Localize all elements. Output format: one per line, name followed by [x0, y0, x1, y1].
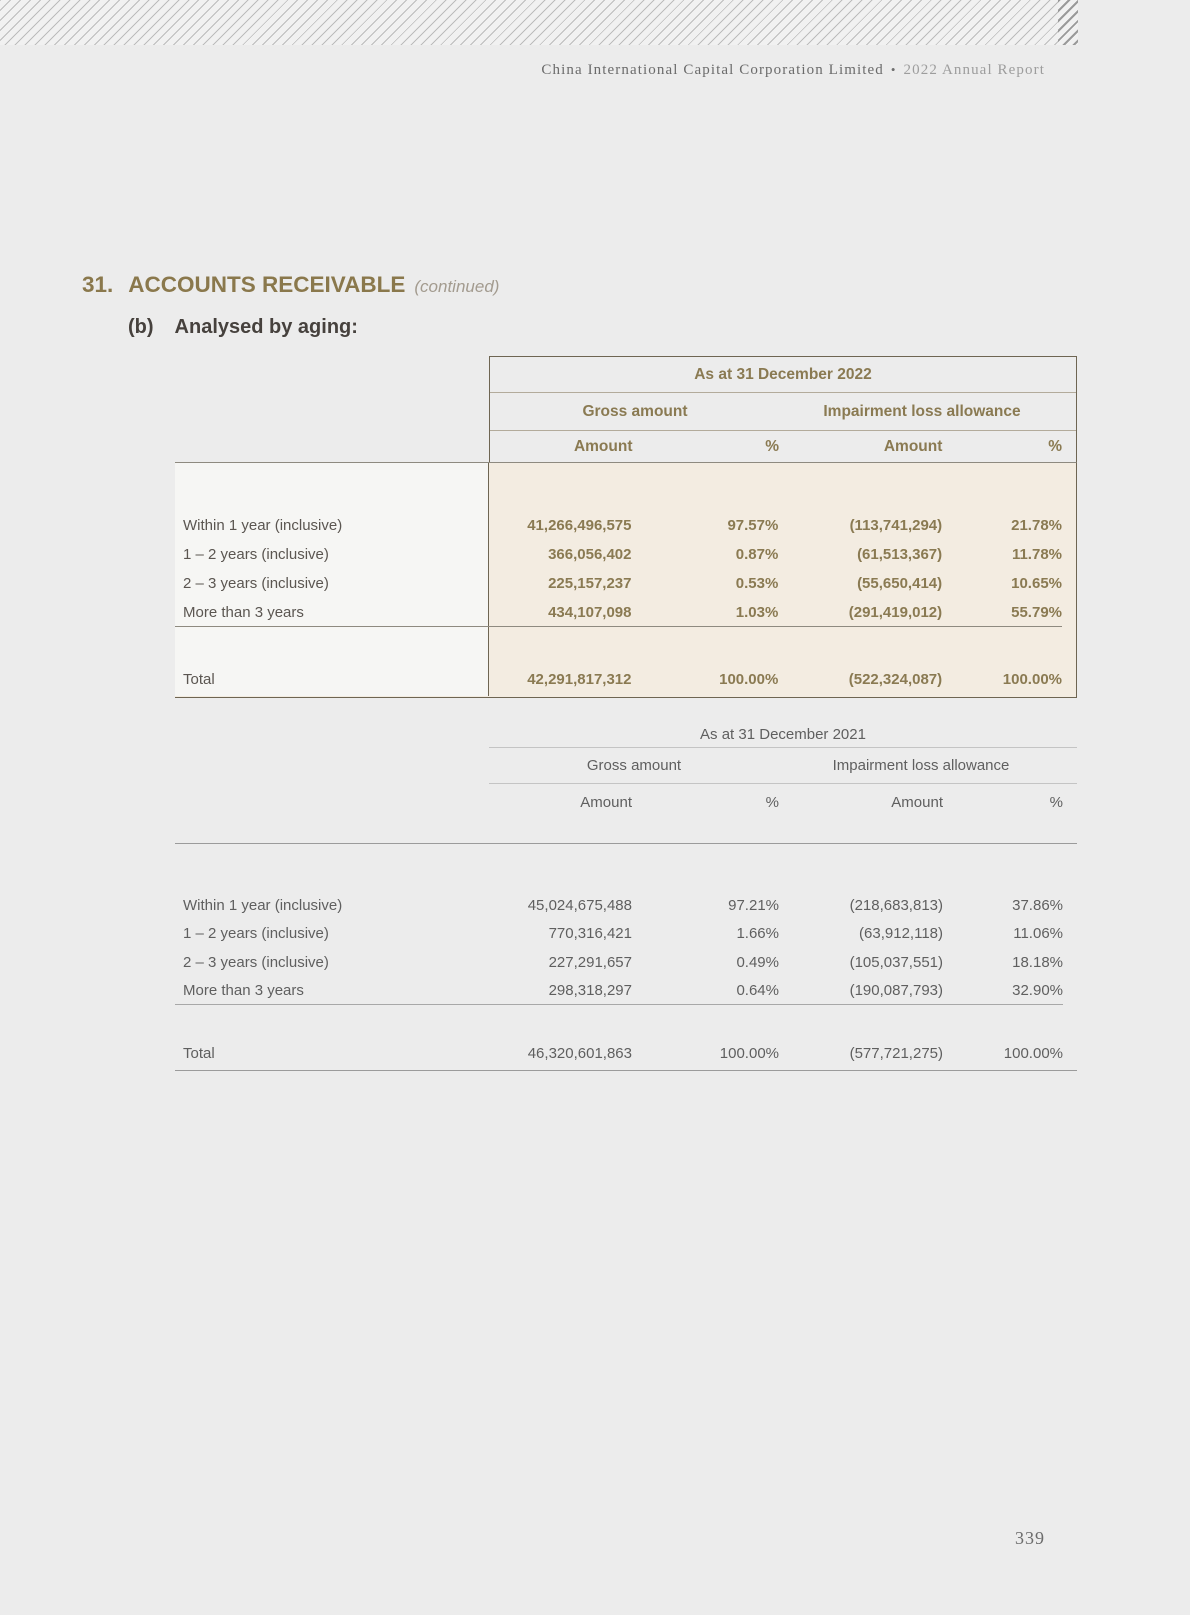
cell-impairment-pct: 10.65%: [1011, 575, 1062, 592]
spacer-row: [175, 627, 1062, 662]
row-label: More than 3 years: [183, 981, 304, 999]
label-column-spacer: [175, 844, 489, 891]
cell-gross-amount: 298,318,297: [548, 981, 632, 999]
spacer-row: [175, 1005, 1063, 1036]
row-label: 2 – 3 years (inclusive): [183, 953, 329, 971]
cell-gross-amount: 45,024,675,488: [527, 896, 632, 914]
page-number: 339: [1015, 1528, 1045, 1548]
total-gross-pct: 100.00%: [719, 1044, 779, 1062]
cell-gross-amount: 366,056,402: [548, 546, 632, 563]
total-impairment-pct: 100.00%: [1003, 1044, 1063, 1062]
cell-gross-amount: 227,291,657: [548, 953, 632, 971]
table-row: [175, 540, 1062, 569]
table-2021-period: As at 31 December 2021: [489, 722, 1077, 748]
table-row: [175, 511, 1062, 540]
cell-impairment-amount: (218,683,813): [849, 896, 943, 914]
table-row: [175, 598, 1062, 627]
col-amount: Amount: [883, 437, 943, 455]
col-pct: %: [1048, 437, 1062, 455]
cell-impairment-amount: (113,741,294): [849, 517, 943, 534]
group-impairment: Impairment loss allowance: [832, 757, 1010, 774]
table-row: [175, 977, 1063, 1006]
cell-gross-pct: 1.03%: [735, 603, 779, 621]
label-column-spacer: [175, 1005, 489, 1036]
group-impairment: Impairment loss allowance: [823, 402, 1021, 420]
table-2022-group-row: [490, 393, 1076, 431]
cell-impairment-amount: (55,650,414): [857, 575, 943, 592]
total-impairment-amount: (577,721,275): [849, 1044, 943, 1062]
table-2022-period: As at 31 December 2022: [490, 357, 1076, 393]
cell-gross-pct: 0.49%: [736, 953, 779, 971]
table-row: [175, 569, 1062, 598]
spacer-row: [175, 844, 1063, 891]
bullet-separator: •: [890, 62, 897, 77]
total-label: Total: [175, 662, 489, 696]
cell-impairment-amount: (61,513,367): [857, 546, 943, 563]
group-gross-amount: Gross amount: [586, 757, 682, 774]
cell-gross-amount: 225,157,237: [548, 575, 632, 592]
cell-impairment-amount: (105,037,551): [849, 953, 943, 971]
cell-gross-amount: 41,266,496,575: [527, 517, 632, 534]
total-row: [175, 1037, 1063, 1070]
subsection-label: (b): [128, 316, 154, 338]
cell-impairment-pct: 11.78%: [1011, 546, 1062, 563]
table-2021-header: [489, 722, 1077, 843]
cell-impairment-pct: 11.06%: [1013, 925, 1063, 943]
section-continued: (continued): [414, 277, 500, 296]
row-label: 1 – 2 years (inclusive): [175, 540, 489, 569]
row-label: Within 1 year (inclusive): [183, 896, 343, 914]
row-label: More than 3 years: [175, 598, 489, 626]
section-title: ACCOUNTS RECEIVABLE: [128, 272, 406, 297]
col-amount: Amount: [891, 794, 943, 811]
table-2021-body: [175, 843, 1077, 1071]
col-amount: Amount: [573, 437, 633, 455]
table-2022-column-row: [490, 431, 1076, 462]
table-row: [175, 948, 1063, 977]
cell-gross-pct: 0.53%: [735, 575, 779, 592]
table-2021-column-row: [489, 784, 1077, 843]
cell-gross-pct: 0.64%: [736, 981, 779, 999]
table-2021-group-row: [489, 748, 1077, 784]
cell-impairment-pct: 32.90%: [1012, 981, 1063, 999]
col-amount: Amount: [580, 794, 632, 811]
total-label: Total: [183, 1044, 215, 1062]
col-pct: %: [1049, 794, 1063, 811]
row-label: 2 – 3 years (inclusive): [175, 569, 489, 598]
cell-impairment-pct: 37.86%: [1012, 896, 1063, 914]
row-label: Within 1 year (inclusive): [175, 511, 489, 540]
cell-gross-pct: 1.66%: [736, 925, 779, 943]
cell-impairment-pct: 21.78%: [1011, 517, 1062, 534]
section-number: 31.: [82, 272, 114, 297]
report-title: 2022 Annual Report: [903, 62, 1045, 78]
subsection-title: Analysed by aging:: [174, 316, 358, 338]
label-column-spacer: [175, 463, 489, 511]
subsection-heading: [128, 316, 358, 339]
table-2022-header: [489, 356, 1077, 462]
label-column-spacer: [175, 627, 489, 662]
table-row: [175, 920, 1063, 949]
total-gross-amount: 46,320,601,863: [527, 1044, 632, 1062]
table-row: [175, 891, 1063, 920]
col-pct: %: [765, 794, 779, 811]
cell-impairment-amount: (291,419,012): [848, 603, 943, 621]
total-row: [175, 662, 1062, 696]
total-gross-amount: 42,291,817,312: [527, 670, 632, 688]
company-name: China International Capital Corporation Limited: [541, 62, 884, 78]
cell-impairment-pct: 18.18%: [1012, 953, 1063, 971]
total-impairment-amount: (522,324,087): [848, 670, 943, 688]
cell-gross-amount: 434,107,098: [548, 603, 632, 621]
cell-gross-amount: 770,316,421: [548, 925, 632, 943]
running-header: [541, 62, 1045, 79]
cell-gross-pct: 0.87%: [735, 546, 779, 563]
cell-impairment-pct: 55.79%: [1011, 603, 1062, 621]
cell-gross-pct: 97.21%: [728, 896, 779, 914]
section-heading: [82, 272, 499, 298]
cell-impairment-amount: (63,912,118): [859, 925, 943, 943]
cell-gross-pct: 97.57%: [727, 517, 779, 534]
col-pct: %: [765, 437, 779, 455]
table-2022-body: [175, 462, 1077, 698]
group-gross-amount: Gross amount: [582, 402, 688, 420]
total-gross-pct: 100.00%: [719, 670, 779, 688]
decorative-hatch-band: [0, 0, 1078, 45]
cell-impairment-amount: (190,087,793): [849, 981, 943, 999]
total-impairment-pct: 100.00%: [1002, 670, 1062, 688]
row-label: 1 – 2 years (inclusive): [183, 925, 329, 943]
spacer-row: [175, 463, 1062, 511]
decorative-hatch-band-end: [1058, 0, 1078, 45]
